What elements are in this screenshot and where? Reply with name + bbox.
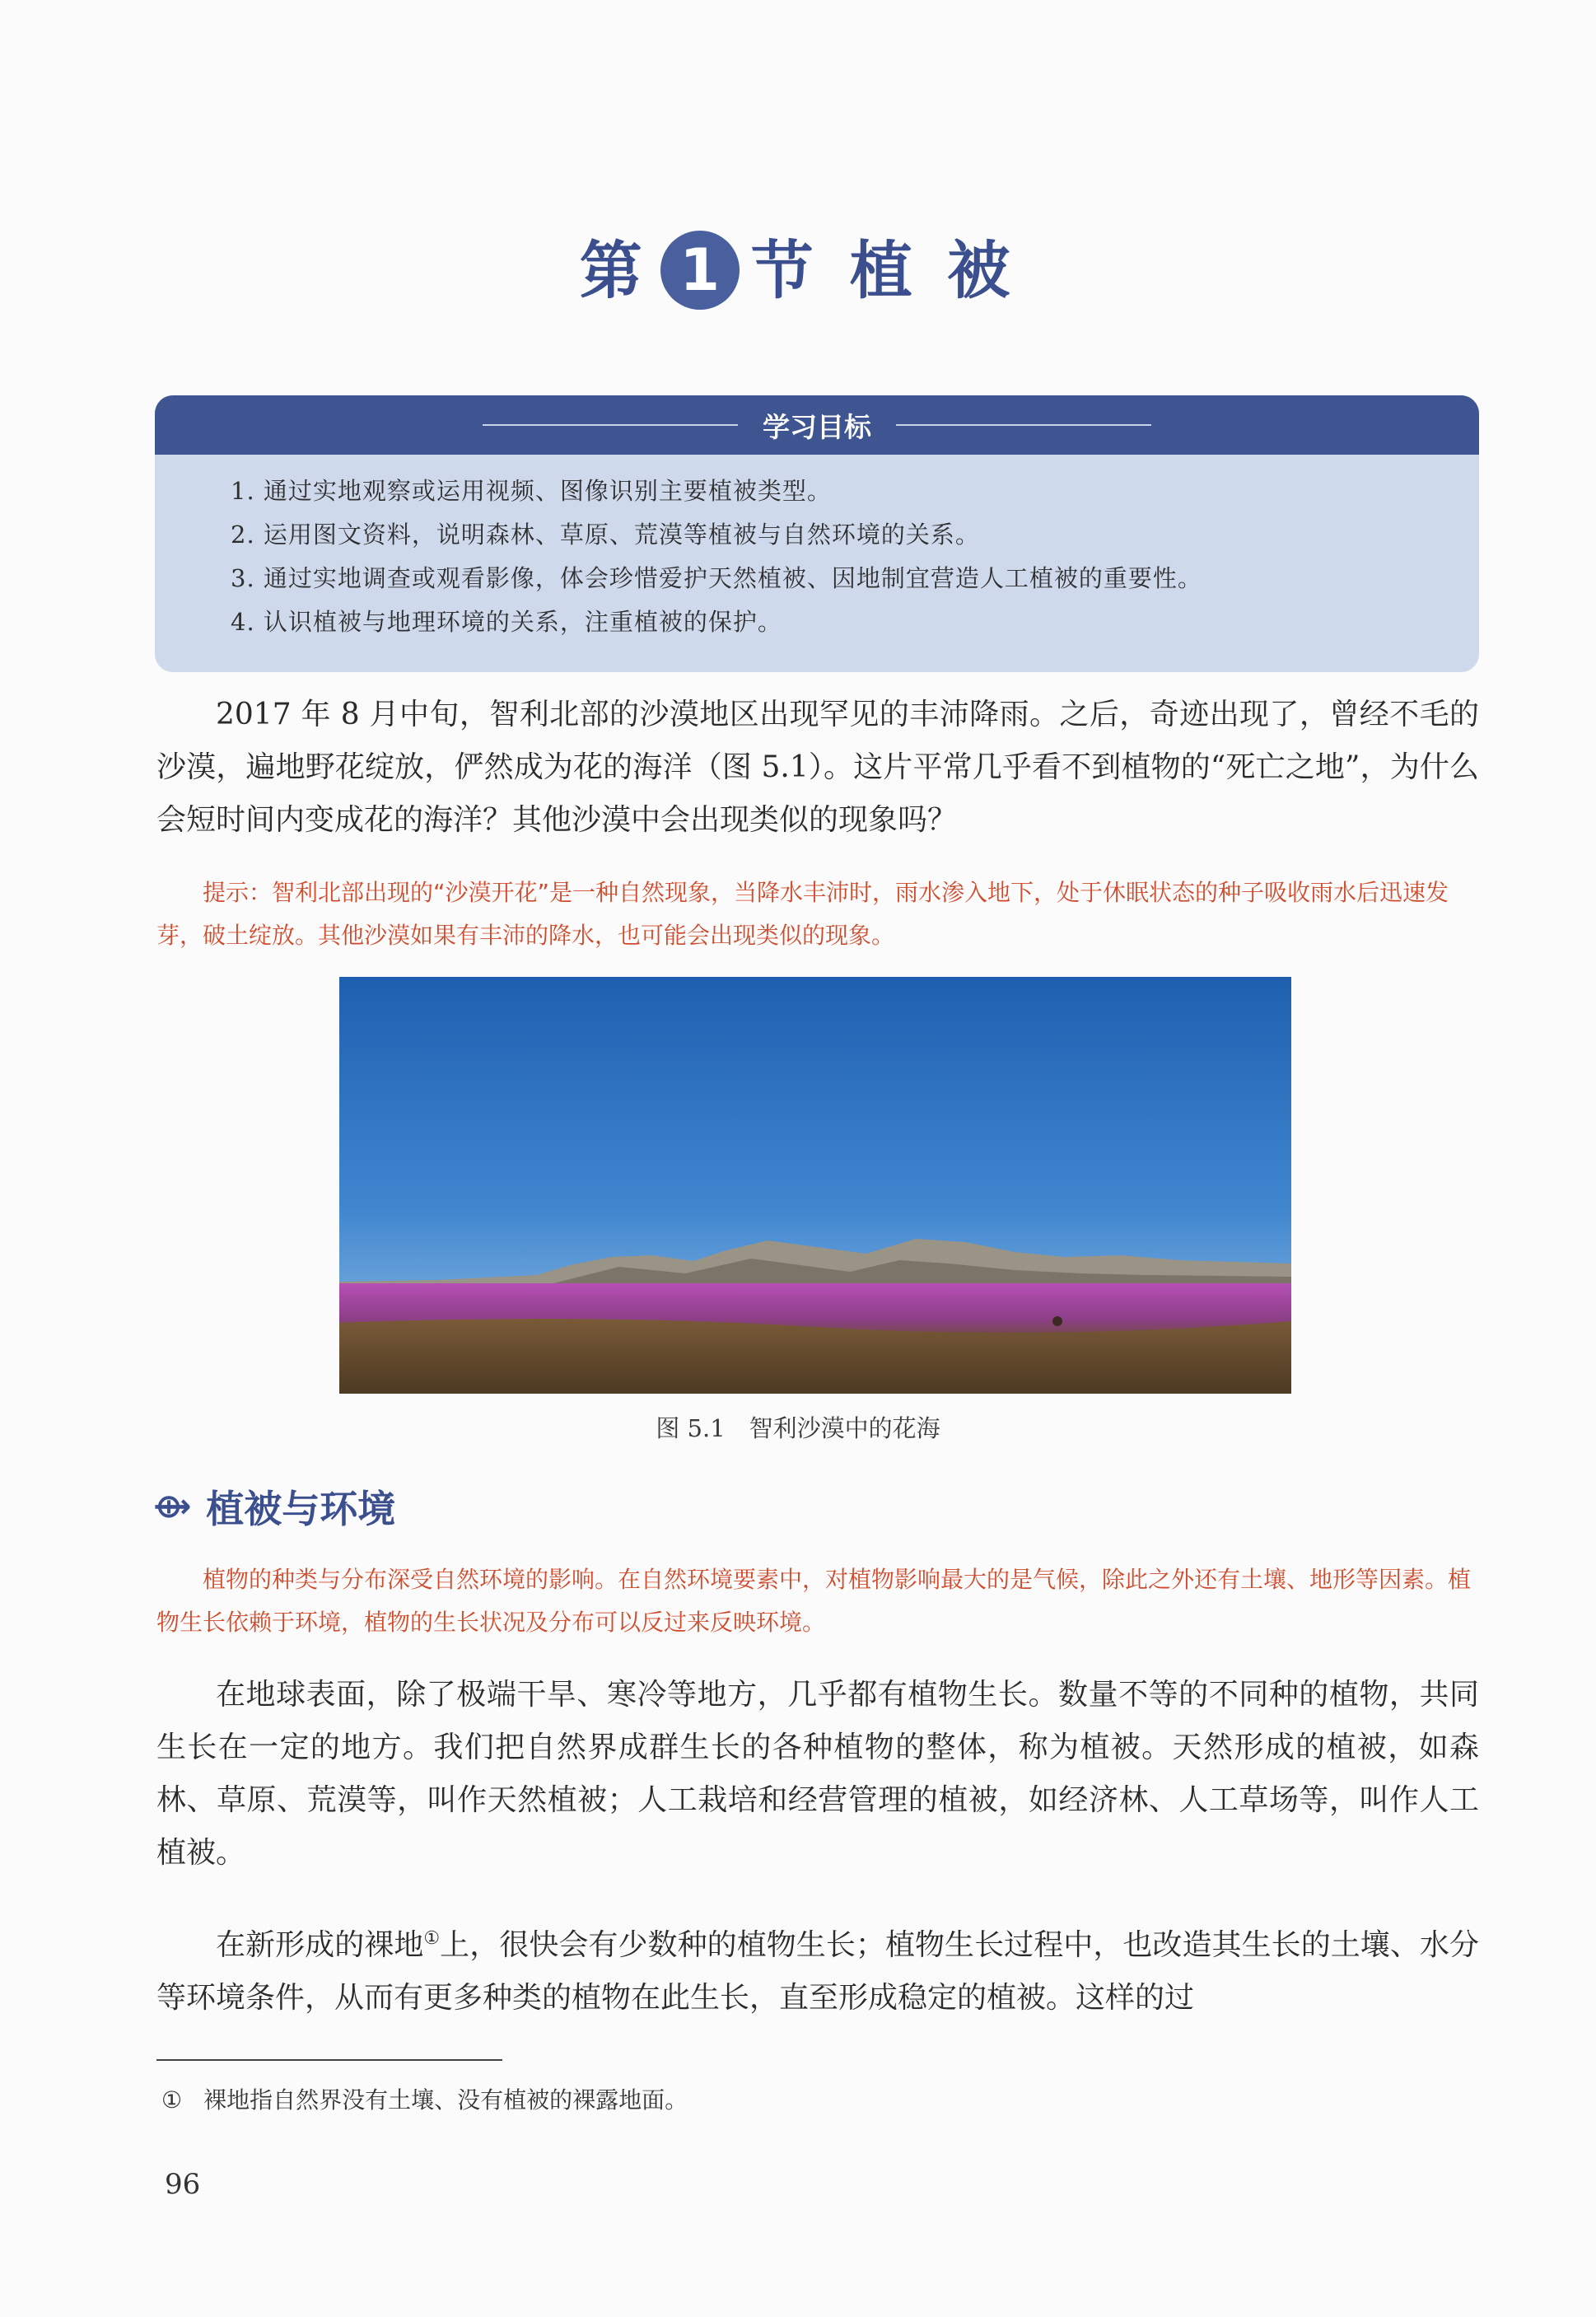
- title-prefix: 第: [579, 234, 649, 307]
- section-number-badge: 1: [660, 231, 740, 310]
- objective-item: 2. 运用图文资料，说明森林、草原、荒漠等植被与自然环境的关系。: [231, 521, 980, 549]
- section-heading: [153, 1479, 395, 1534]
- objective-item: 4. 认识植被与地理环境的关系，注重植被的保护。: [231, 608, 782, 636]
- page-number: 96: [165, 2168, 201, 2201]
- section-heading-text: 植被与环境: [206, 1487, 396, 1531]
- footnote-text: 裸地指自然界没有土壤、没有植被的裸露地面。: [203, 2086, 688, 2114]
- footnote-mark: ①: [161, 2086, 183, 2114]
- title-name: 植 被: [849, 234, 1017, 307]
- footnote-ref: ①: [423, 1928, 441, 1949]
- objectives-list: [155, 455, 1479, 644]
- body-paragraph-2: [156, 1913, 1479, 2025]
- desert-flower-photo: [339, 977, 1291, 1394]
- para2-before: 在新形成的裸地: [216, 1928, 424, 1962]
- objectives-heading: 学习目标: [763, 410, 871, 443]
- divider-left: [483, 424, 738, 426]
- section-arrow-icon: ⟴: [153, 1488, 192, 1525]
- section-note: 植物的种类与分布深受自然环境的影响。在自然环境要素中，对植物影响最大的是气候，除此之外还有土壤、地形等因素。植物生长依赖于环境，植物的生长状况及分布可以反过来反映环境。: [156, 1566, 1472, 1636]
- objective-item: 3. 通过实地调查或观看影像，体会珍惜爱护天然植被、因地制宜营造人工植被的重要性。: [231, 564, 1202, 592]
- footnote: [161, 2082, 688, 2115]
- hint-paragraph: 提示：智利北部出现的“沙漠开花”是一种自然现象，当降水丰沛时，雨水渗入地下，处于休眠状态的种子吸收雨水后迅速发芽，破土绽放。其他沙漠如果有丰沛的降水，也可能会出现类似的现象。: [156, 879, 1449, 949]
- page-title: [0, 221, 1596, 315]
- objectives-header: [155, 395, 1479, 455]
- objective-item: 1. 通过实地观察或运用视频、图像识别主要植被类型。: [231, 477, 832, 505]
- figure-caption: 图 5.1 智利沙漠中的花海: [656, 1414, 940, 1442]
- learning-objectives-box: [155, 395, 1479, 672]
- divider-right: [896, 424, 1151, 426]
- body-paragraph-1: 在地球表面，除了极端干旱、寒冷等地方，几乎都有植物生长。数量不等的不同种的植物，共同生长在一定的地方。我们把自然界成群生长的各种植物的整体，称为植被。天然形成的植被，如森林、草原、荒漠等，叫作天然植被；人工栽培和经营管理的植被，如经济林、人工草场等，叫作人工植被。: [156, 1678, 1479, 1870]
- footnote-divider: [156, 2059, 502, 2061]
- intro-paragraph: 2017 年 8 月中旬，智利北部的沙漠地区出现罕见的丰沛降雨。之后，奇迹出现了，曾经不毛的沙漠，遍地野花绽放，俨然成为花的海洋（图 5.1）。这片平常几乎看不到植物的“死亡之地”，为什么会短时间内变成花的海洋？其他沙漠中会出现类似的现象吗？: [156, 698, 1479, 837]
- title-suffix: 节: [750, 234, 820, 307]
- para2-after: 上，很快会有少数种的植物生长；植物生长过程中，也改造其生长的土壤、水分等环境条件，从而有更多种类的植物在此生长，直至形成稳定的植被。这样的过: [156, 1928, 1479, 2015]
